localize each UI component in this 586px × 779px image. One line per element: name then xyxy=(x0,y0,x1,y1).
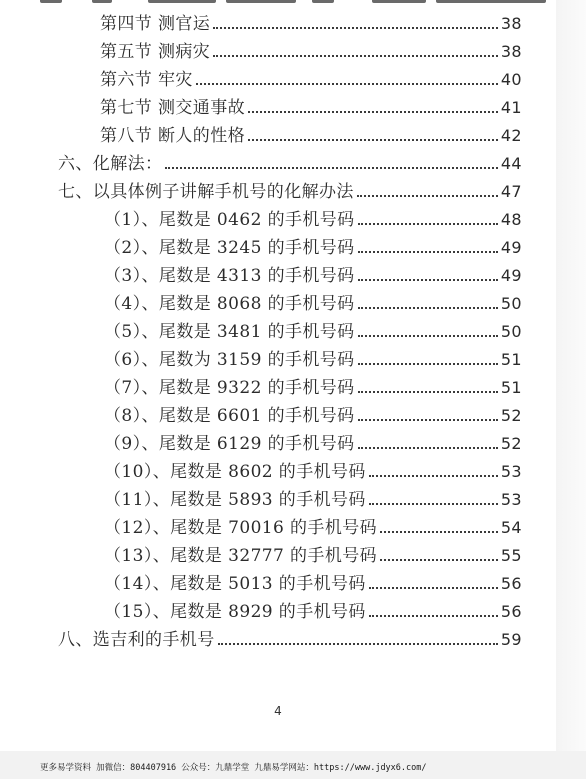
toc-entry-page: 49 xyxy=(500,266,522,285)
cropped-header-strip xyxy=(0,0,556,6)
toc-entry[interactable] xyxy=(104,266,522,286)
toc-entry-label: 第五节 测病灾 xyxy=(100,42,211,62)
toc-entry[interactable] xyxy=(104,322,522,342)
dot-leader xyxy=(358,419,498,421)
toc-entry-label: 八、选吉利的手机号 xyxy=(58,630,215,650)
toc-entry[interactable] xyxy=(58,630,522,650)
toc-entry[interactable] xyxy=(104,294,522,314)
toc-entry[interactable] xyxy=(104,574,522,594)
toc-entry-label: （4）、尾数是 8068 的手机号码 xyxy=(104,294,355,314)
toc-entry-label: （7）、尾数是 9322 的手机号码 xyxy=(104,378,355,398)
toc-entry[interactable] xyxy=(104,518,522,538)
toc-entry[interactable] xyxy=(100,14,522,34)
page-edge-shadow xyxy=(556,0,586,751)
toc-entry[interactable] xyxy=(104,462,522,482)
toc-entry-page: 56 xyxy=(500,602,522,621)
dot-leader xyxy=(358,391,498,393)
toc-entry-label: 第七节 测交通事故 xyxy=(100,98,246,118)
toc-entry[interactable] xyxy=(100,126,522,146)
toc-entry-label: 七、以具体例子讲解手机号的化解办法 xyxy=(58,182,354,202)
toc-entry-page: 50 xyxy=(500,322,522,341)
footer-text: 更多易学资料 加微信：804407916 公众号：九鼎学堂 九鼎易学网站：https://www.jdyx6.com/ xyxy=(40,763,427,773)
toc-entry[interactable] xyxy=(104,434,522,454)
dot-leader xyxy=(358,363,498,365)
toc-entry-page: 52 xyxy=(500,406,522,425)
toc-entry-page: 38 xyxy=(500,14,522,33)
dot-leader xyxy=(369,475,498,477)
dot-leader xyxy=(358,307,498,309)
toc-entry-label: （13）、尾数是 32777 的手机号码 xyxy=(104,546,378,566)
toc-entry-page: 41 xyxy=(500,98,522,117)
toc-entry[interactable] xyxy=(58,154,522,174)
toc-entry-page: 50 xyxy=(500,294,522,313)
toc-entry[interactable] xyxy=(104,210,522,230)
toc-entry-label: （15）、尾数是 8929 的手机号码 xyxy=(104,602,366,622)
toc-entry-page: 47 xyxy=(500,182,522,201)
dot-leader xyxy=(358,251,498,253)
dot-leader xyxy=(369,615,498,617)
toc-entry-page: 53 xyxy=(500,462,522,481)
toc-entry[interactable] xyxy=(104,378,522,398)
dot-leader xyxy=(380,531,498,533)
toc-entry[interactable] xyxy=(104,602,522,622)
toc-entry-page: 48 xyxy=(500,210,522,229)
watermark-footer xyxy=(0,751,586,779)
toc-entry-label: 第四节 测官运 xyxy=(100,14,211,34)
toc-entry-label: （1）、尾数是 0462 的手机号码 xyxy=(104,210,355,230)
dot-leader xyxy=(218,643,498,645)
toc-entry[interactable] xyxy=(104,546,522,566)
toc-entry-page: 49 xyxy=(500,238,522,257)
toc-entry-label: （2）、尾数是 3245 的手机号码 xyxy=(104,238,355,258)
dot-leader xyxy=(369,587,498,589)
toc-entry-page: 59 xyxy=(500,630,522,649)
dot-leader xyxy=(358,279,498,281)
dot-leader xyxy=(165,167,497,169)
toc-entry-label: 六、化解法： xyxy=(58,154,163,174)
toc-entry[interactable] xyxy=(104,490,522,510)
toc-entry[interactable] xyxy=(104,238,522,258)
toc-entry-label: （14）、尾数是 5013 的手机号码 xyxy=(104,574,366,594)
toc-entry[interactable] xyxy=(58,182,522,202)
toc-entry-label: 第六节 牢灾 xyxy=(100,70,193,90)
toc-entry-label: （5）、尾数是 3481 的手机号码 xyxy=(104,322,355,342)
toc-entry-page: 51 xyxy=(500,378,522,397)
toc-entry-page: 44 xyxy=(500,154,522,173)
toc-entry[interactable] xyxy=(104,406,522,426)
dot-leader xyxy=(248,139,498,141)
toc-entry-page: 55 xyxy=(500,546,522,565)
dot-leader xyxy=(213,27,498,29)
toc-entry-page: 52 xyxy=(500,434,522,453)
toc-entry-label: （8）、尾数是 6601 的手机号码 xyxy=(104,406,355,426)
page-number: 4 xyxy=(274,704,282,718)
toc-entry[interactable] xyxy=(104,350,522,370)
toc-entry-label: （10）、尾数是 8602 的手机号码 xyxy=(104,462,366,482)
dot-leader xyxy=(196,83,498,85)
toc-entry-page: 53 xyxy=(500,490,522,509)
dot-leader xyxy=(248,111,498,113)
toc-entry-label: （3）、尾数是 4313 的手机号码 xyxy=(104,266,355,286)
dot-leader xyxy=(369,503,498,505)
toc-entry-label: （9）、尾数是 6129 的手机号码 xyxy=(104,434,355,454)
dot-leader xyxy=(357,195,498,197)
toc-entry-page: 51 xyxy=(500,350,522,369)
toc-entry-page: 42 xyxy=(500,126,522,145)
toc-entry-page: 38 xyxy=(500,42,522,61)
dot-leader xyxy=(358,223,498,225)
toc-entry-page: 40 xyxy=(500,70,522,89)
toc-entry-label: 第八节 断人的性格 xyxy=(100,126,246,146)
toc-entry-page: 56 xyxy=(500,574,522,593)
toc-entry[interactable] xyxy=(100,42,522,62)
dot-leader xyxy=(358,447,498,449)
toc-entry[interactable] xyxy=(100,70,522,90)
dot-leader xyxy=(358,335,498,337)
dot-leader xyxy=(380,559,498,561)
toc-entry-page: 54 xyxy=(500,518,522,537)
toc-entry-label: （6）、尾数为 3159 的手机号码 xyxy=(104,350,355,370)
dot-leader xyxy=(213,55,498,57)
toc-entry-label: （12）、尾数是 70016 的手机号码 xyxy=(104,518,378,538)
toc-entry[interactable] xyxy=(100,98,522,118)
toc-entry-label: （11）、尾数是 5893 的手机号码 xyxy=(104,490,366,510)
